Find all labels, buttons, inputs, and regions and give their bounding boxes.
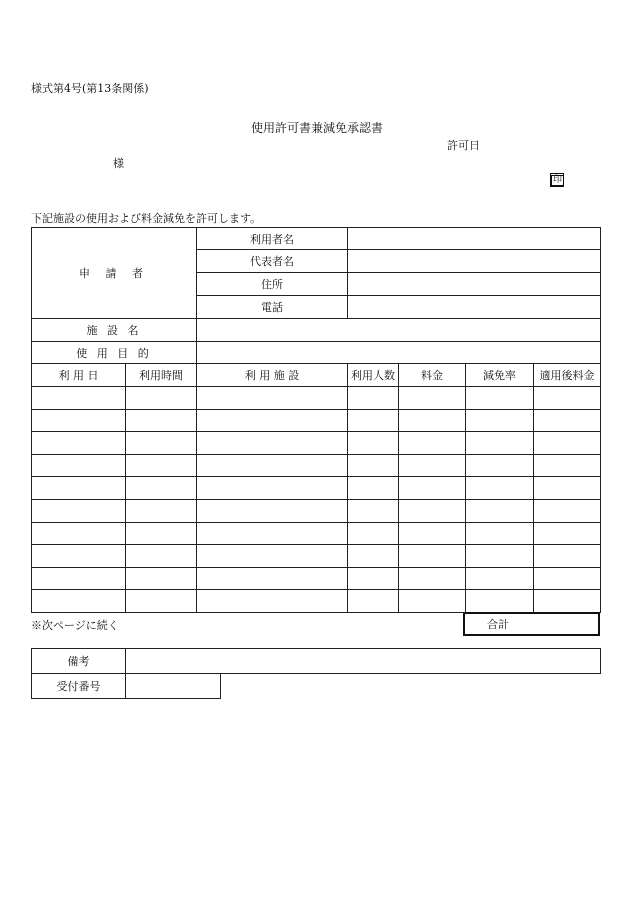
cell-usage-time[interactable] [126, 567, 197, 590]
cell-fee[interactable] [399, 477, 466, 500]
cell-fee-after[interactable] [534, 590, 601, 613]
usage-row [32, 522, 601, 545]
cell-headcount[interactable] [348, 409, 399, 432]
document-title: 使用許可書兼減免承認書 [251, 121, 384, 135]
cell-usage-time[interactable] [126, 545, 197, 568]
cell-headcount[interactable] [348, 590, 399, 613]
cell-reduction-rate[interactable] [466, 432, 534, 455]
cell-usage-date[interactable] [32, 567, 126, 590]
cell-headcount[interactable] [348, 567, 399, 590]
usage-row [32, 454, 601, 477]
cell-fee-after[interactable] [534, 454, 601, 477]
applicant-field-label: 住所 [197, 273, 348, 296]
cell-fee[interactable] [399, 409, 466, 432]
continued-note: ※次ページに続く [31, 619, 119, 632]
main-form-table [31, 227, 601, 613]
applicant-field-value[interactable] [348, 228, 601, 250]
usage-header-row [32, 364, 601, 387]
purpose-label: 使 用 目 的 [32, 342, 197, 364]
cell-usage-facility[interactable] [197, 545, 348, 568]
purpose-value[interactable] [197, 342, 601, 364]
cell-headcount[interactable] [348, 499, 399, 522]
usage-row [32, 409, 601, 432]
cell-fee[interactable] [399, 499, 466, 522]
remarks-label: 備考 [32, 649, 126, 674]
cell-usage-date[interactable] [32, 590, 126, 613]
cell-usage-time[interactable] [126, 387, 197, 410]
cell-fee-after[interactable] [534, 432, 601, 455]
cell-reduction-rate[interactable] [466, 499, 534, 522]
header-usage-time: 利用時間 [126, 364, 197, 387]
cell-fee[interactable] [399, 567, 466, 590]
applicant-field-value[interactable] [348, 250, 601, 273]
cell-reduction-rate[interactable] [466, 387, 534, 410]
facility-name-value[interactable] [197, 319, 601, 342]
cell-headcount[interactable] [348, 387, 399, 410]
header-fee: 料金 [399, 364, 466, 387]
header-reduction-rate: 減免率 [466, 364, 534, 387]
cell-usage-facility[interactable] [197, 567, 348, 590]
header-usage-facility: 利 用 施 設 [197, 364, 348, 387]
cell-usage-time[interactable] [126, 522, 197, 545]
cell-reduction-rate[interactable] [466, 477, 534, 500]
cell-headcount[interactable] [348, 477, 399, 500]
cell-headcount[interactable] [348, 454, 399, 477]
cell-reduction-rate[interactable] [466, 545, 534, 568]
cell-fee[interactable] [399, 590, 466, 613]
seal-mark [550, 173, 564, 187]
permit-date-label: 許可日 [447, 139, 480, 152]
cell-headcount[interactable] [348, 522, 399, 545]
header-usage-date: 利 用 日 [32, 364, 126, 387]
cell-usage-facility[interactable] [197, 522, 348, 545]
cell-fee-after[interactable] [534, 567, 601, 590]
blank-cell [221, 674, 601, 699]
intro-text: 下記施設の使用および料金減免を許可します。 [31, 212, 262, 225]
cell-usage-facility[interactable] [197, 409, 348, 432]
cell-usage-time[interactable] [126, 454, 197, 477]
cell-fee-after[interactable] [534, 477, 601, 500]
cell-reduction-rate[interactable] [466, 409, 534, 432]
applicant-field-label: 利用者名 [197, 228, 348, 250]
receipt-number-label: 受付番号 [32, 674, 126, 699]
cell-usage-date[interactable] [32, 387, 126, 410]
remarks-value[interactable] [126, 649, 601, 674]
cell-usage-time[interactable] [126, 432, 197, 455]
cell-headcount[interactable] [348, 432, 399, 455]
remarks-table [31, 648, 601, 699]
cell-usage-date[interactable] [32, 499, 126, 522]
cell-reduction-rate[interactable] [466, 522, 534, 545]
cell-usage-time[interactable] [126, 477, 197, 500]
cell-usage-date[interactable] [32, 432, 126, 455]
cell-usage-facility[interactable] [197, 432, 348, 455]
cell-usage-facility[interactable] [197, 590, 348, 613]
cell-usage-date[interactable] [32, 409, 126, 432]
total-label: 合計 [487, 618, 509, 631]
cell-usage-facility[interactable] [197, 477, 348, 500]
usage-row [32, 590, 601, 613]
facility-name-label: 施 設 名 [32, 319, 197, 342]
cell-fee[interactable] [399, 545, 466, 568]
cell-fee[interactable] [399, 387, 466, 410]
cell-usage-time[interactable] [126, 409, 197, 432]
cell-fee-after[interactable] [534, 387, 601, 410]
applicant-field-label: 電話 [197, 296, 348, 319]
cell-reduction-rate[interactable] [466, 454, 534, 477]
cell-fee-after[interactable] [534, 409, 601, 432]
cell-usage-date[interactable] [32, 477, 126, 500]
header-headcount: 利用人数 [348, 364, 399, 387]
applicant-group-label: 申 請 者 [32, 228, 197, 319]
cell-usage-facility[interactable] [197, 387, 348, 410]
header-fee-after: 適用後料金 [534, 364, 601, 387]
cell-usage-time[interactable] [126, 499, 197, 522]
applicant-field-label: 代表者名 [197, 250, 348, 273]
cell-fee[interactable] [399, 432, 466, 455]
usage-row [32, 432, 601, 455]
cell-fee-after[interactable] [534, 522, 601, 545]
cell-fee-after[interactable] [534, 545, 601, 568]
total-box [463, 612, 600, 636]
applicant-field-value[interactable] [348, 296, 601, 319]
usage-row [32, 499, 601, 522]
cell-fee-after[interactable] [534, 499, 601, 522]
usage-row [32, 387, 601, 410]
cell-fee[interactable] [399, 454, 466, 477]
cell-usage-date[interactable] [32, 545, 126, 568]
receipt-number-value[interactable] [126, 674, 221, 699]
cell-reduction-rate[interactable] [466, 567, 534, 590]
cell-usage-time[interactable] [126, 590, 197, 613]
cell-fee[interactable] [399, 522, 466, 545]
usage-row [32, 545, 601, 568]
cell-headcount[interactable] [348, 545, 399, 568]
cell-usage-date[interactable] [32, 522, 126, 545]
seal-char: 印 [553, 175, 563, 185]
cell-usage-date[interactable] [32, 454, 126, 477]
cell-usage-facility[interactable] [197, 499, 348, 522]
usage-row [32, 567, 601, 590]
form-number: 様式第4号(第13条関係) [31, 82, 149, 95]
applicant-field-value[interactable] [348, 273, 601, 296]
usage-row [32, 477, 601, 500]
cell-usage-facility[interactable] [197, 454, 348, 477]
cell-reduction-rate[interactable] [466, 590, 534, 613]
recipient-suffix: 様 [113, 157, 124, 170]
